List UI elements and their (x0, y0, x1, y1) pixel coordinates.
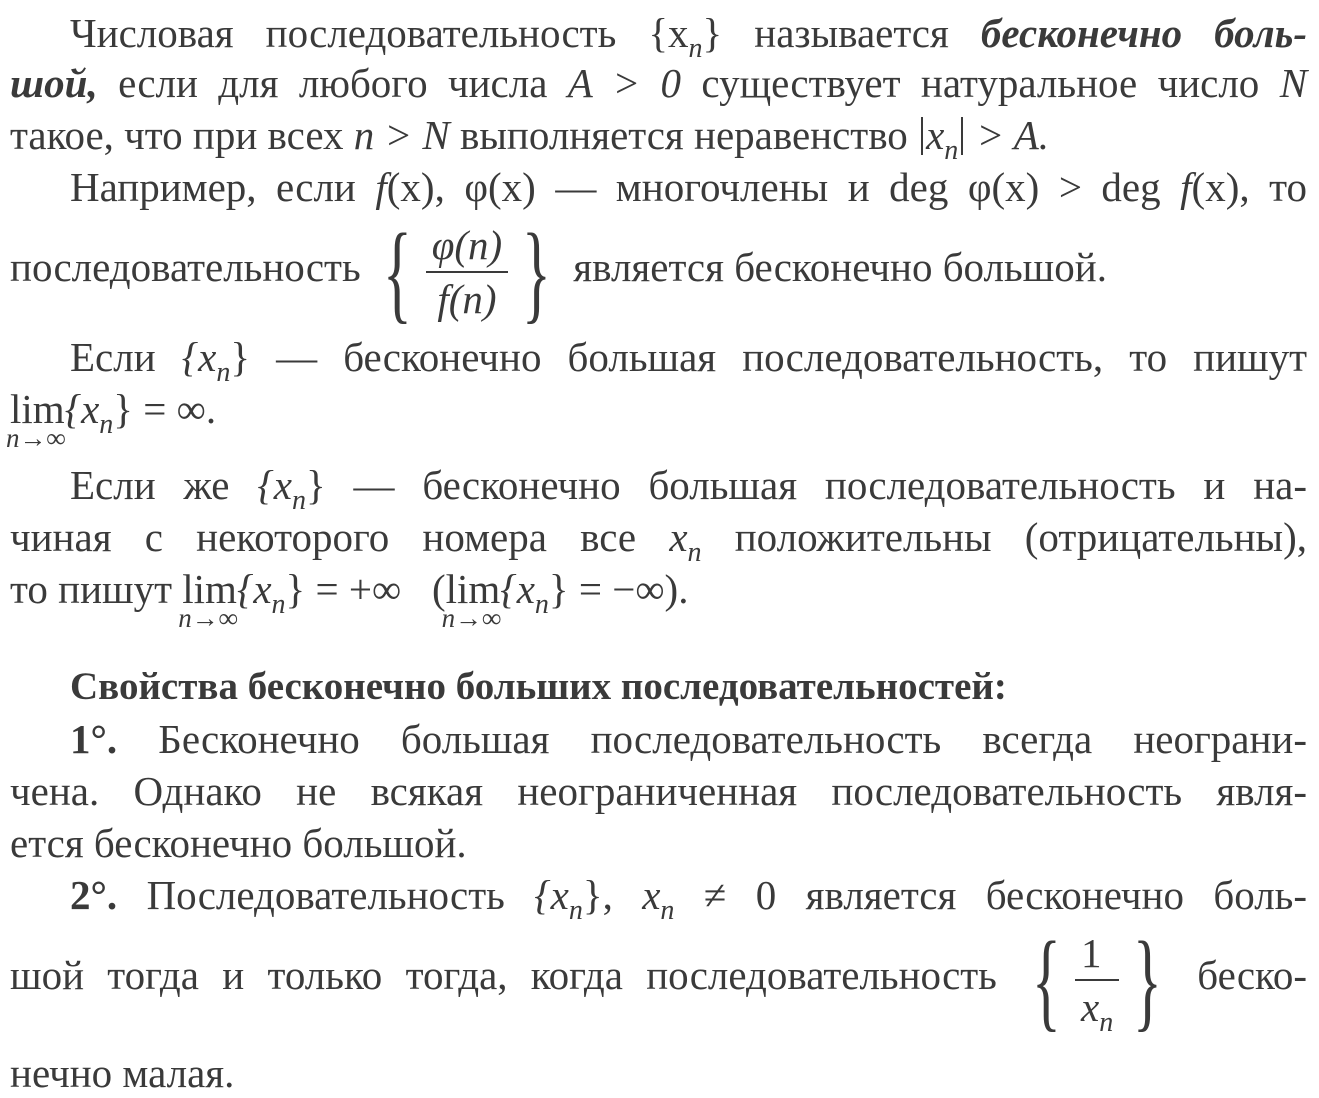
example-line-1: Например, если f(x), φ(x) — многочлены и deg φ(x) > deg f(x), то (70, 164, 1307, 210)
example-line-2 (10, 210, 1307, 333)
text: — бесконечно большая последовательность, то пишут (276, 334, 1308, 380)
text: = ∞. (143, 386, 217, 432)
condition-n: n > N (353, 112, 450, 158)
text: чиная с некоторого номера все (10, 514, 637, 560)
text: называется (754, 10, 949, 56)
properties-heading: Свойства бесконечно больших последовательностей: (70, 665, 1007, 708)
text: Например, если (70, 164, 356, 210)
abs-bar-left (921, 117, 923, 155)
property-number: 1°. (70, 716, 118, 762)
x: x (926, 112, 945, 158)
text: — бесконечно большая последовательность и на- (353, 462, 1307, 508)
notation-line-3: Если же $\{x_n\}$ — бесконечно большая последовательность и на- (70, 462, 1307, 516)
text: выполняется неравенство (460, 112, 908, 158)
text: Если (70, 334, 156, 380)
term-infinitely-large-end: шой, (10, 60, 98, 106)
fraction-phi-over-f: $\frac{\varphi(n)}{f(n)}$ (426, 223, 509, 321)
limit-minus-inf: lim n→∞ (441, 566, 502, 633)
seq-xn: $\{x_n\}$ (648, 10, 723, 64)
text: шой тогда и только тогда, когда последовательность (10, 952, 997, 998)
notation-line-5: то пишут lim n→∞ $\{x_n\}$ = +∞ (lim n→∞ $\{x_n\}$ = −∞). (10, 566, 689, 633)
text: ≠ 0 является бесконечно боль- (703, 872, 1307, 918)
text: если для любого числа (118, 60, 548, 106)
text: Бесконечно большая последовательность всегда неограни- (158, 716, 1308, 762)
text: Числовая последовательность (70, 10, 617, 56)
symbol-N: N (1279, 60, 1308, 106)
definition-line-3: такое, что при всех n > N выполняется неравенство $x_n > A$. (10, 112, 1049, 166)
text: — многочлены и deg φ (555, 164, 992, 210)
property-2-line-2 (10, 918, 1308, 1041)
gt-A: > A. (976, 112, 1049, 158)
text: такое, что при всех (10, 112, 344, 158)
property-1-line-2: чена. Однако не всякая неограниченная последовательность явля- (10, 768, 1307, 814)
definition-line-1 (70, 8, 1308, 64)
text: Последовательность (146, 872, 505, 918)
text: положительны (отрицательны), (734, 514, 1307, 560)
text: является бесконечно большой. (573, 244, 1107, 290)
text: Если же (70, 462, 230, 508)
abs-bar-right (961, 117, 963, 155)
text: то пишут (10, 566, 172, 612)
fraction-1-over-xn: $\frac{1}{x_n}$ (1075, 931, 1119, 1029)
property-2-line-1: 2°. Последовательность $\{x_n\}$, $x_n \ne 0$ является бесконечно боль- (70, 872, 1307, 926)
right-brace: } (1133, 918, 1163, 1041)
limit-plus-inf: lim n→∞ (178, 566, 238, 633)
left-brace: { (1032, 918, 1062, 1041)
property-2-line-3: нечно малая. (10, 1050, 235, 1096)
notation-line-1: Если $\{x_n\}$ — бесконечно большая последовательность, то пишут (70, 334, 1308, 388)
text: беско- (1197, 952, 1308, 998)
left-brace: { (382, 210, 412, 333)
text: существует натуральное число (701, 60, 1260, 106)
term-infinitely-large: бесконечно боль- (980, 10, 1308, 56)
property-1-line-1 (70, 714, 1307, 764)
limit-expression: lim n→∞ (6, 386, 66, 453)
right-brace: } (522, 210, 552, 333)
condition-A: A > 0 (567, 60, 682, 106)
notation-line-2: lim n→∞ $\{x_n\}$ = ∞. (6, 386, 217, 453)
property-1-line-3: ется бесконечно большой. (10, 820, 467, 866)
definition-line-2 (10, 58, 1307, 108)
text: последовательность (10, 244, 361, 290)
text: > deg (1058, 164, 1161, 210)
notation-line-4: чиная с некоторого номера все $x_n$ положительны (отрицательны), (10, 514, 1307, 568)
property-number: 2°. (70, 872, 118, 918)
